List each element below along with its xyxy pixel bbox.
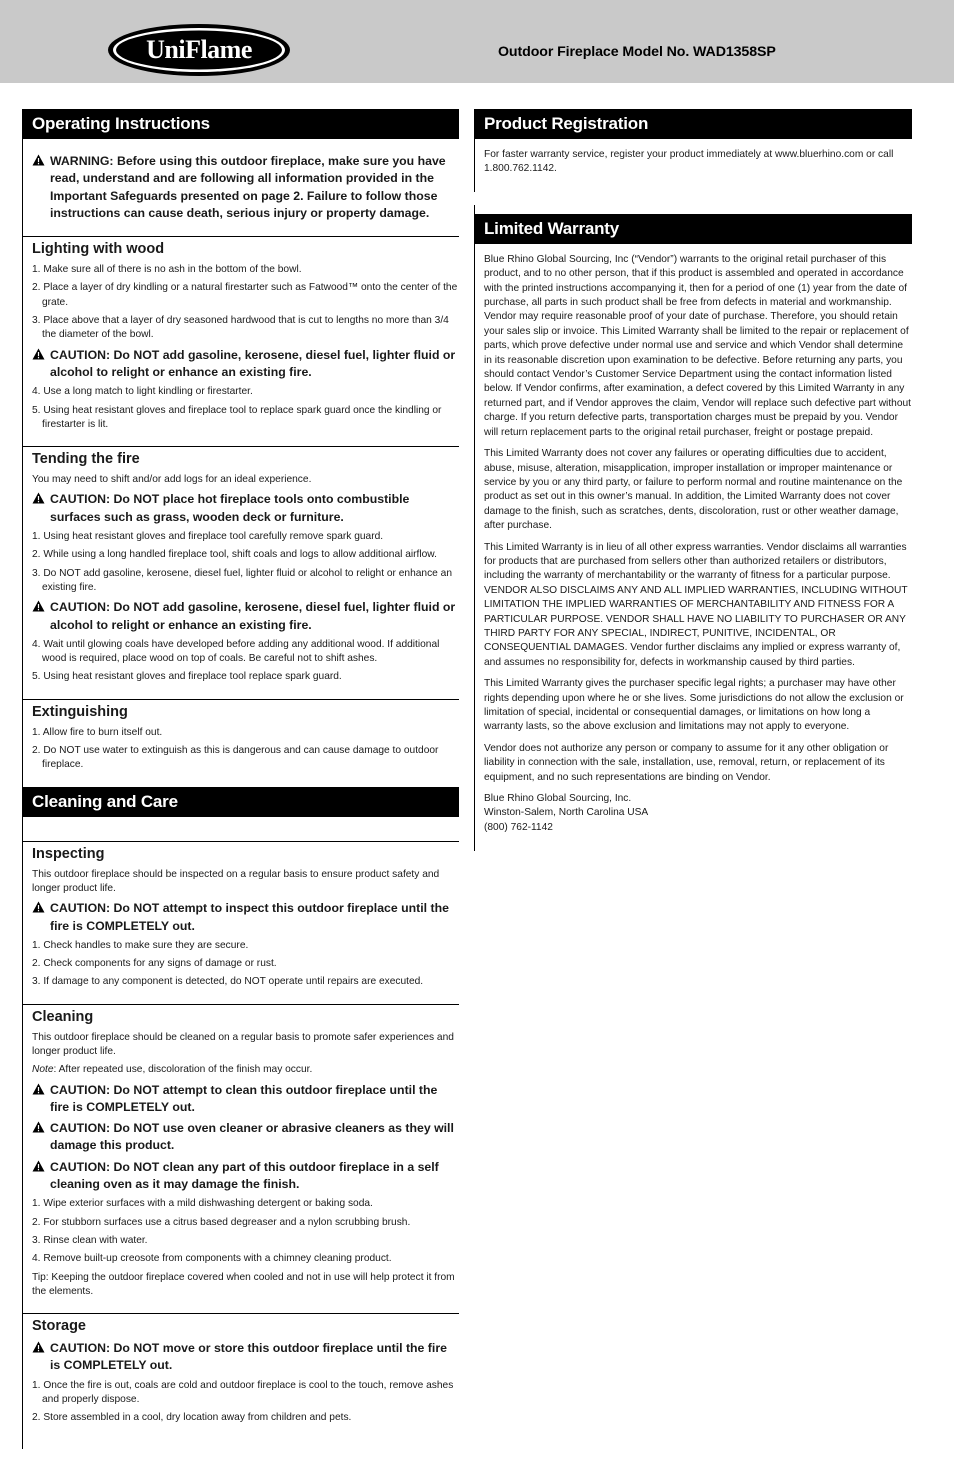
- list-item: 1. Once the fire is out, coals are cold and outdoor fireplace is cool to the touch, remove ashes and properly dispose.: [32, 1379, 454, 1406]
- list-item: 3. If damage to any component is detected, do NOT operate until repairs are executed.: [32, 976, 424, 988]
- list-item: 1. Using heat resistant gloves and fireplace tool carefully remove spark guard.: [32, 531, 384, 543]
- right-column: [474, 109, 912, 835]
- list-item: 1. Allow fire to burn itself out.: [32, 726, 163, 738]
- warranty-paragraph: This Limited Warranty is in lieu of all other express warranties. Vendor disclaims all warranties for products that are purchased from sellers other than authorized retailers or distributors, including the warranty of merchantability or the warranty of fitness for a particular purpose. VENDOR ALSO DISCLAIMS ANY AND ALL IMPLIED WARRANTIES, INCLUDING WITHOUT LIMITATION THE IMPLIED WARRANTIES OF MERCHANTABILITY AND FITNESS FOR A PARTICULAR PURPOSE. VENDOR SHALL HAVE NO LIABILITY TO PURCHASER OR ANY THIRD PARTY FOR ANY SPECIAL, INDIRECT, PUNITIVE, INCIDENTAL, OR CONSEQUENTIAL DAMAGES. Vendor further disclaims any implied or express warranty of, and assumes no responsibility for, defects in workmanship caused by third parties.: [484, 541, 908, 668]
- limited-warranty-title: Limited Warranty: [474, 214, 912, 244]
- list-item: 4. Remove built-up creosote from components with a chimney cleaning product.: [32, 1253, 392, 1265]
- logo-text: UniFlame: [146, 35, 252, 64]
- warning-icon: [32, 1082, 50, 1099]
- warning-icon: [32, 900, 50, 917]
- cleaning-tip: Tip: Keeping the outdoor fireplace covered when cooled and not in use will help protect it from the elements.: [32, 1271, 455, 1297]
- warning-icon: [32, 1340, 50, 1357]
- warning-icon: [32, 599, 50, 616]
- uniflame-logo: [106, 22, 292, 78]
- cleaning-caution-1: CAUTION: Do NOT attempt to clean this outdoor fireplace until the fire is COMPLETELY out.: [32, 1082, 459, 1117]
- list-item: 3. Do NOT add gasoline, kerosene, diesel fuel, lighter fluid or alcohol to relight or enhance an existing fire.: [32, 567, 453, 593]
- lighting-heading: Lighting with wood: [32, 241, 165, 258]
- list-item: 2. Place a layer of dry kindling or a natural firestarter such as Fatwood™ onto the center of the grate.: [32, 282, 458, 308]
- list-item: 5. Using heat resistant gloves and fireplace tool to replace spark guard once the kindling or firestarter is lit.: [32, 404, 442, 430]
- storage-caution: CAUTION: Do NOT move or store this outdoor fireplace until the fire is COMPLETELY out.: [32, 1340, 459, 1375]
- list-item: 1. Make sure all of there is no ash in the bottom of the bowl.: [32, 264, 302, 276]
- list-item: 5. Using heat resistant gloves and fireplace tool replace spark guard.: [32, 671, 342, 683]
- cleaning-note: Note: After repeated use, discoloration of the finish may occur.: [32, 1064, 313, 1076]
- lighting-caution: CAUTION: Do NOT add gasoline, kerosene, diesel fuel, lighter fluid or alcohol to relight or enhance an existing fire.: [32, 347, 459, 382]
- list-item: 1. Check handles to make sure they are secure.: [32, 939, 249, 951]
- list-item: 2. Store assembled in a cool, dry location away from children and pets.: [32, 1412, 352, 1424]
- address-line: Winston-Salem, North Carolina USA: [484, 807, 649, 819]
- lighting-section: [22, 236, 459, 432]
- warranty-body: [474, 253, 912, 835]
- warranty-paragraph: This Limited Warranty gives the purchaser specific legal rights; a purchaser may have other rights depending upon where he or she lives. Some jurisdictions do not allow the exclusion or limitation of special, incidental or consequential damages, or limitations on how long a warranty lasts, so the above exclusion and limitations may not apply to everyone.: [484, 678, 904, 733]
- list-item: 2. While using a long handled fireplace tool, shift coals and logs to allow additional airflow.: [32, 549, 437, 561]
- cleaning-intro: This outdoor fireplace should be cleaned on a regular basis to promote safer experiences and longer product life.: [32, 1031, 454, 1057]
- left-column: [22, 109, 459, 1430]
- warning-icon: [32, 1120, 50, 1137]
- inspecting-heading: Inspecting: [32, 845, 105, 862]
- tending-caution-2: CAUTION: Do NOT add gasoline, kerosene, diesel fuel, lighter fluid or alcohol to relight or enhance an existing fire.: [32, 599, 459, 634]
- operating-instructions-title: Operating Instructions: [22, 109, 459, 139]
- page-header: [0, 0, 954, 83]
- operating-warning-section: [22, 139, 459, 222]
- model-number: Outdoor Fireplace Model No. WAD1358SP: [498, 44, 776, 60]
- extinguishing-heading: Extinguishing: [32, 703, 128, 720]
- warranty-paragraph: Vendor does not authorize any person or company to assume for it any other obligation or liability in connection with the sale, installation, use, removal, return, or replacement of its equipment, and no such representations are binding on Vendor.: [484, 742, 889, 783]
- warning-icon: [32, 1159, 50, 1176]
- inspecting-caution: CAUTION: Do NOT attempt to inspect this outdoor fireplace until the fire is COMPLETELY out.: [32, 900, 459, 935]
- tending-caution-1: CAUTION: Do NOT place hot fireplace tools onto combustible surfaces such as grass, wooden deck or furniture.: [32, 491, 459, 526]
- warning-icon: [32, 491, 50, 508]
- product-registration-title: Product Registration: [474, 109, 912, 139]
- list-item: 2. Do NOT use water to extinguish as this is dangerous and can cause damage to outdoor fireplace.: [32, 745, 439, 771]
- tending-heading: Tending the fire: [32, 451, 140, 468]
- inspecting-section: [22, 841, 459, 990]
- list-item: 1. Wipe exterior surfaces with a mild dishwashing detergent or baking soda.: [32, 1198, 373, 1210]
- address-line: (800) 762-1142: [484, 821, 553, 833]
- cleaning-caution-2: CAUTION: Do NOT use oven cleaner or abrasive cleaners as they will damage this product.: [32, 1120, 459, 1155]
- list-item: 3. Place above that a layer of dry seasoned hardwood that is cut to lengths no more than 3/4 the diameter of the bowl.: [32, 315, 449, 341]
- list-item: 4. Use a long match to light kindling or firestarter.: [32, 386, 253, 398]
- list-item: 3. Rinse clean with water.: [32, 1234, 148, 1246]
- vendor-address: [474, 792, 912, 835]
- tending-section: [22, 446, 459, 685]
- list-item: 2. Check components for any signs of damage or rust.: [32, 958, 277, 970]
- extinguishing-section: [22, 699, 459, 773]
- warning-icon: [32, 347, 50, 364]
- list-item: 4. Wait until glowing coals have developed before adding any additional wood. If additional wood is required, place wood on top of coals. Be careful not to shift ashes.: [32, 638, 440, 665]
- cleaning-section: [22, 1004, 459, 1299]
- registration-text: For faster warranty service, register your product immediately at www.bluerhino.com or call 1.800.762.1142.: [484, 149, 894, 175]
- warranty-paragraph: Blue Rhino Global Sourcing, Inc (“Vendor”) warrants to the original retail purchaser of this product, and to no other person, that if this product is assembled and operated in accordance with the printed instructions accompanying it, then for a period of one (1) year from the date of purchase, all parts in such product shall be free from defects in material and workmanship. Vendor may require reasonable proof of your date of purchase. Therefore, you should retain your sales slip or invoice. This Limited Warranty shall be limited to the repair or replacement of parts, which prove defective under normal use and service and which Vendor shall determine in its reasonable discretion upon examination to be defective. Before returning any parts, you should contact Vendor’s Customer Service Department using the contact information listed below. If Vendor confirms, after examination, a defect covered by this Limited Warranty in any returned part, and if Vendor approves the claim, Vendor will replace such defective part without charge. If you return defective parts, transportation charges must be prepaid by you. Vendor will return replacement parts to the original retail purchaser, freight or postage prepaid.: [484, 253, 911, 438]
- operating-warning: WARNING: Before using this outdoor fireplace, make sure you have read, understand and are following all information provided in the Important Safeguards presented on page 2. Failure to follow those instructions can cause death, serious injury or property damage.: [32, 153, 459, 222]
- storage-heading: Storage: [32, 1318, 86, 1335]
- list-item: 2. For stubborn surfaces use a citrus based degreaser and a nylon scrubbing brush.: [32, 1216, 411, 1228]
- address-line: Blue Rhino Global Sourcing, Inc.: [484, 793, 632, 805]
- warning-icon: [32, 153, 50, 170]
- warranty-paragraph: This Limited Warranty does not cover any failures or operating difficulties due to accident, abuse, misuse, alteration, misapplication, improper installation or improper maintenance or service by you or any third party, or failure to perform normal and routine maintenance on the product as set out in this owner’s manual. In addition, the Limited Warranty does not cover damage to the finish, such as scratches, dents, discoloration, rust or other weather damage, after purchase.: [484, 448, 903, 532]
- inspecting-intro: This outdoor fireplace should be inspected on a regular basis to ensure product safety and longer product life.: [32, 868, 440, 894]
- cleaning-heading: Cleaning: [32, 1008, 94, 1025]
- cleaning-caution-3: CAUTION: Do NOT clean any part of this outdoor fireplace in a self cleaning oven as it may damage the finish.: [32, 1159, 459, 1194]
- tending-intro: You may need to shift and/or add logs for an ideal experience.: [32, 474, 312, 486]
- cleaning-care-title: Cleaning and Care: [22, 787, 459, 817]
- storage-section: [22, 1313, 459, 1425]
